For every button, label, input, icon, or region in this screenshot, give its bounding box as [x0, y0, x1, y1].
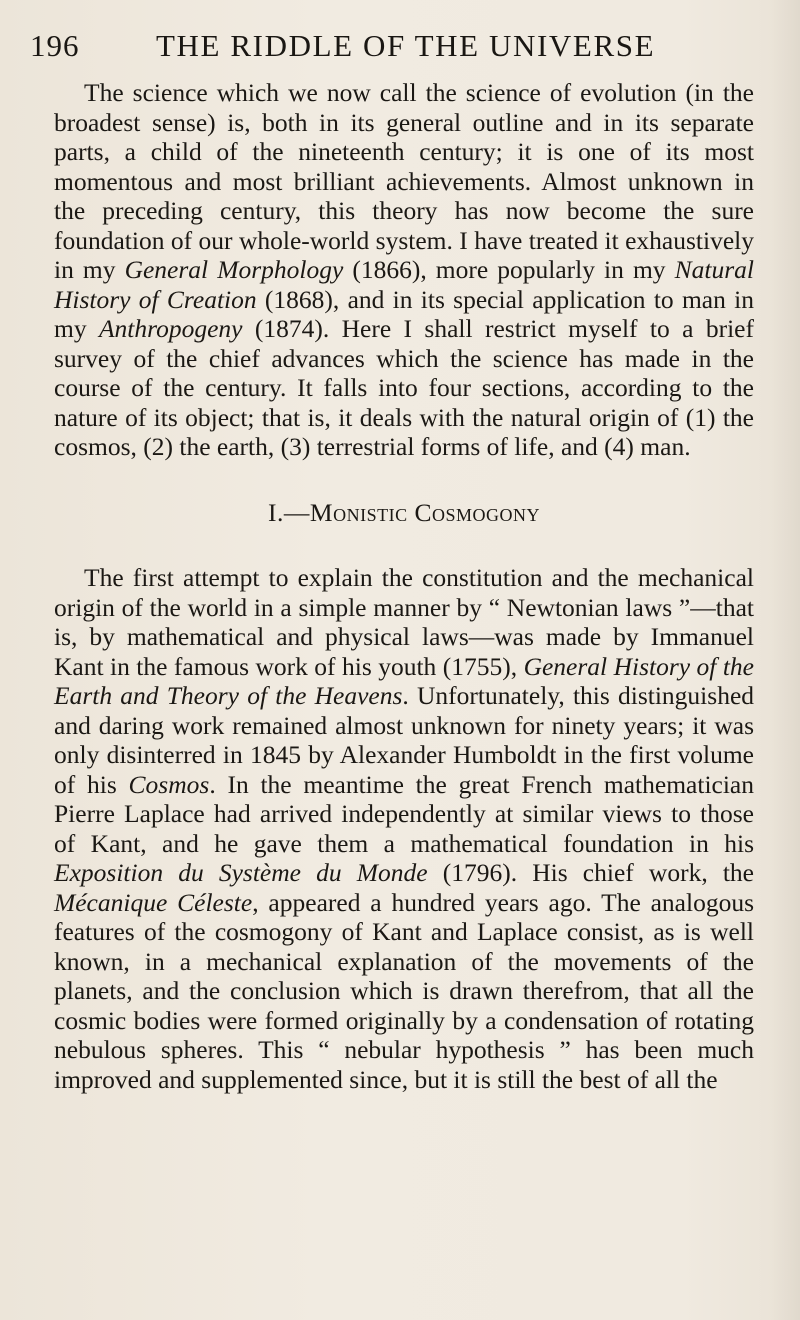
running-title: THE RIDDLE OF THE UNIVERSE: [156, 28, 656, 63]
book-title-anthropogeny: Anthropogeny: [98, 314, 243, 343]
text-run: (1868), and in its special application to man in my: [54, 284, 754, 343]
text-run: . In the meantime the great French mathematician Pierre Laplace had arrived independently at similar views to those of Kant, and he gave them a mathematical foundation in his: [54, 769, 754, 858]
paragraph-evolution-intro: [54, 78, 754, 462]
text-run: (1866), more popularly in my: [343, 255, 675, 284]
text-run: (1796). His chief work, the: [427, 858, 754, 887]
page-edge-shadow: [770, 0, 800, 1320]
page-number: 196: [30, 28, 80, 63]
paragraph-cosmogony: [54, 563, 754, 1094]
book-title-exposition: Exposition du Système du Monde: [54, 858, 428, 887]
book-title-general-morphology: General Morphology: [124, 255, 344, 284]
book-title-mecanique: Mécanique Céleste: [54, 887, 253, 917]
text-run: The science which we now call the science of evolution (in the broadest sense) is, both in its general outline and in its separate parts, a child of the nineteenth century; it is one of its most momentous and most brilliant achievements. Almost unknown in the preceding century, this theory has now become the sure foundation of our whole-world system. I have treated it exhaustively in my: [54, 78, 754, 284]
text-run: . Unfortunately, this distinguished and daring work remained almost unknown for ninety years; it was only disinterred in 1845 by Alexander Humboldt in the first volume of his: [54, 681, 755, 799]
running-header: [30, 28, 770, 68]
book-title-kant: General History of the Earth and Theory of the Heavens: [54, 651, 754, 710]
text-run: The first attempt to explain the constitution and the mechanical origin of the world in a simple manner by “ Newtonian laws ”—that is, by mathematical and physical laws—was made by Immanuel Kant in the famous work of his youth (1755),: [54, 563, 754, 681]
body-text: [54, 78, 754, 1094]
text-run: (1874). Here I shall restrict myself to a brief survey of the chief advances which the science has made in the course of the century. It falls into four sections, according to the nature of its object; that is, it deals with the natural origin of (1) the cosmos, (2) the earth, (3) terrestrial forms of life, and (4) man.: [54, 314, 754, 461]
book-title-natural-history: Natural History of Creation: [54, 255, 754, 314]
book-title-cosmos: Cosmos: [128, 769, 210, 799]
section-heading: I.—Monistic Cosmogony: [268, 497, 540, 527]
text-run: , appeared a hundred years ago. The analogous features of the cosmogony of Kant and Laplace consist, as is well known, in a mechanical explanation of the movements of the planets, and the conclusion which is drawn therefrom, that all the cosmic bodies were formed originally by a condensation of rotating nebulous spheres. This “ nebular hypothesis ” has been much improved and supplemented since, but it is still the best of all the: [54, 887, 755, 1094]
